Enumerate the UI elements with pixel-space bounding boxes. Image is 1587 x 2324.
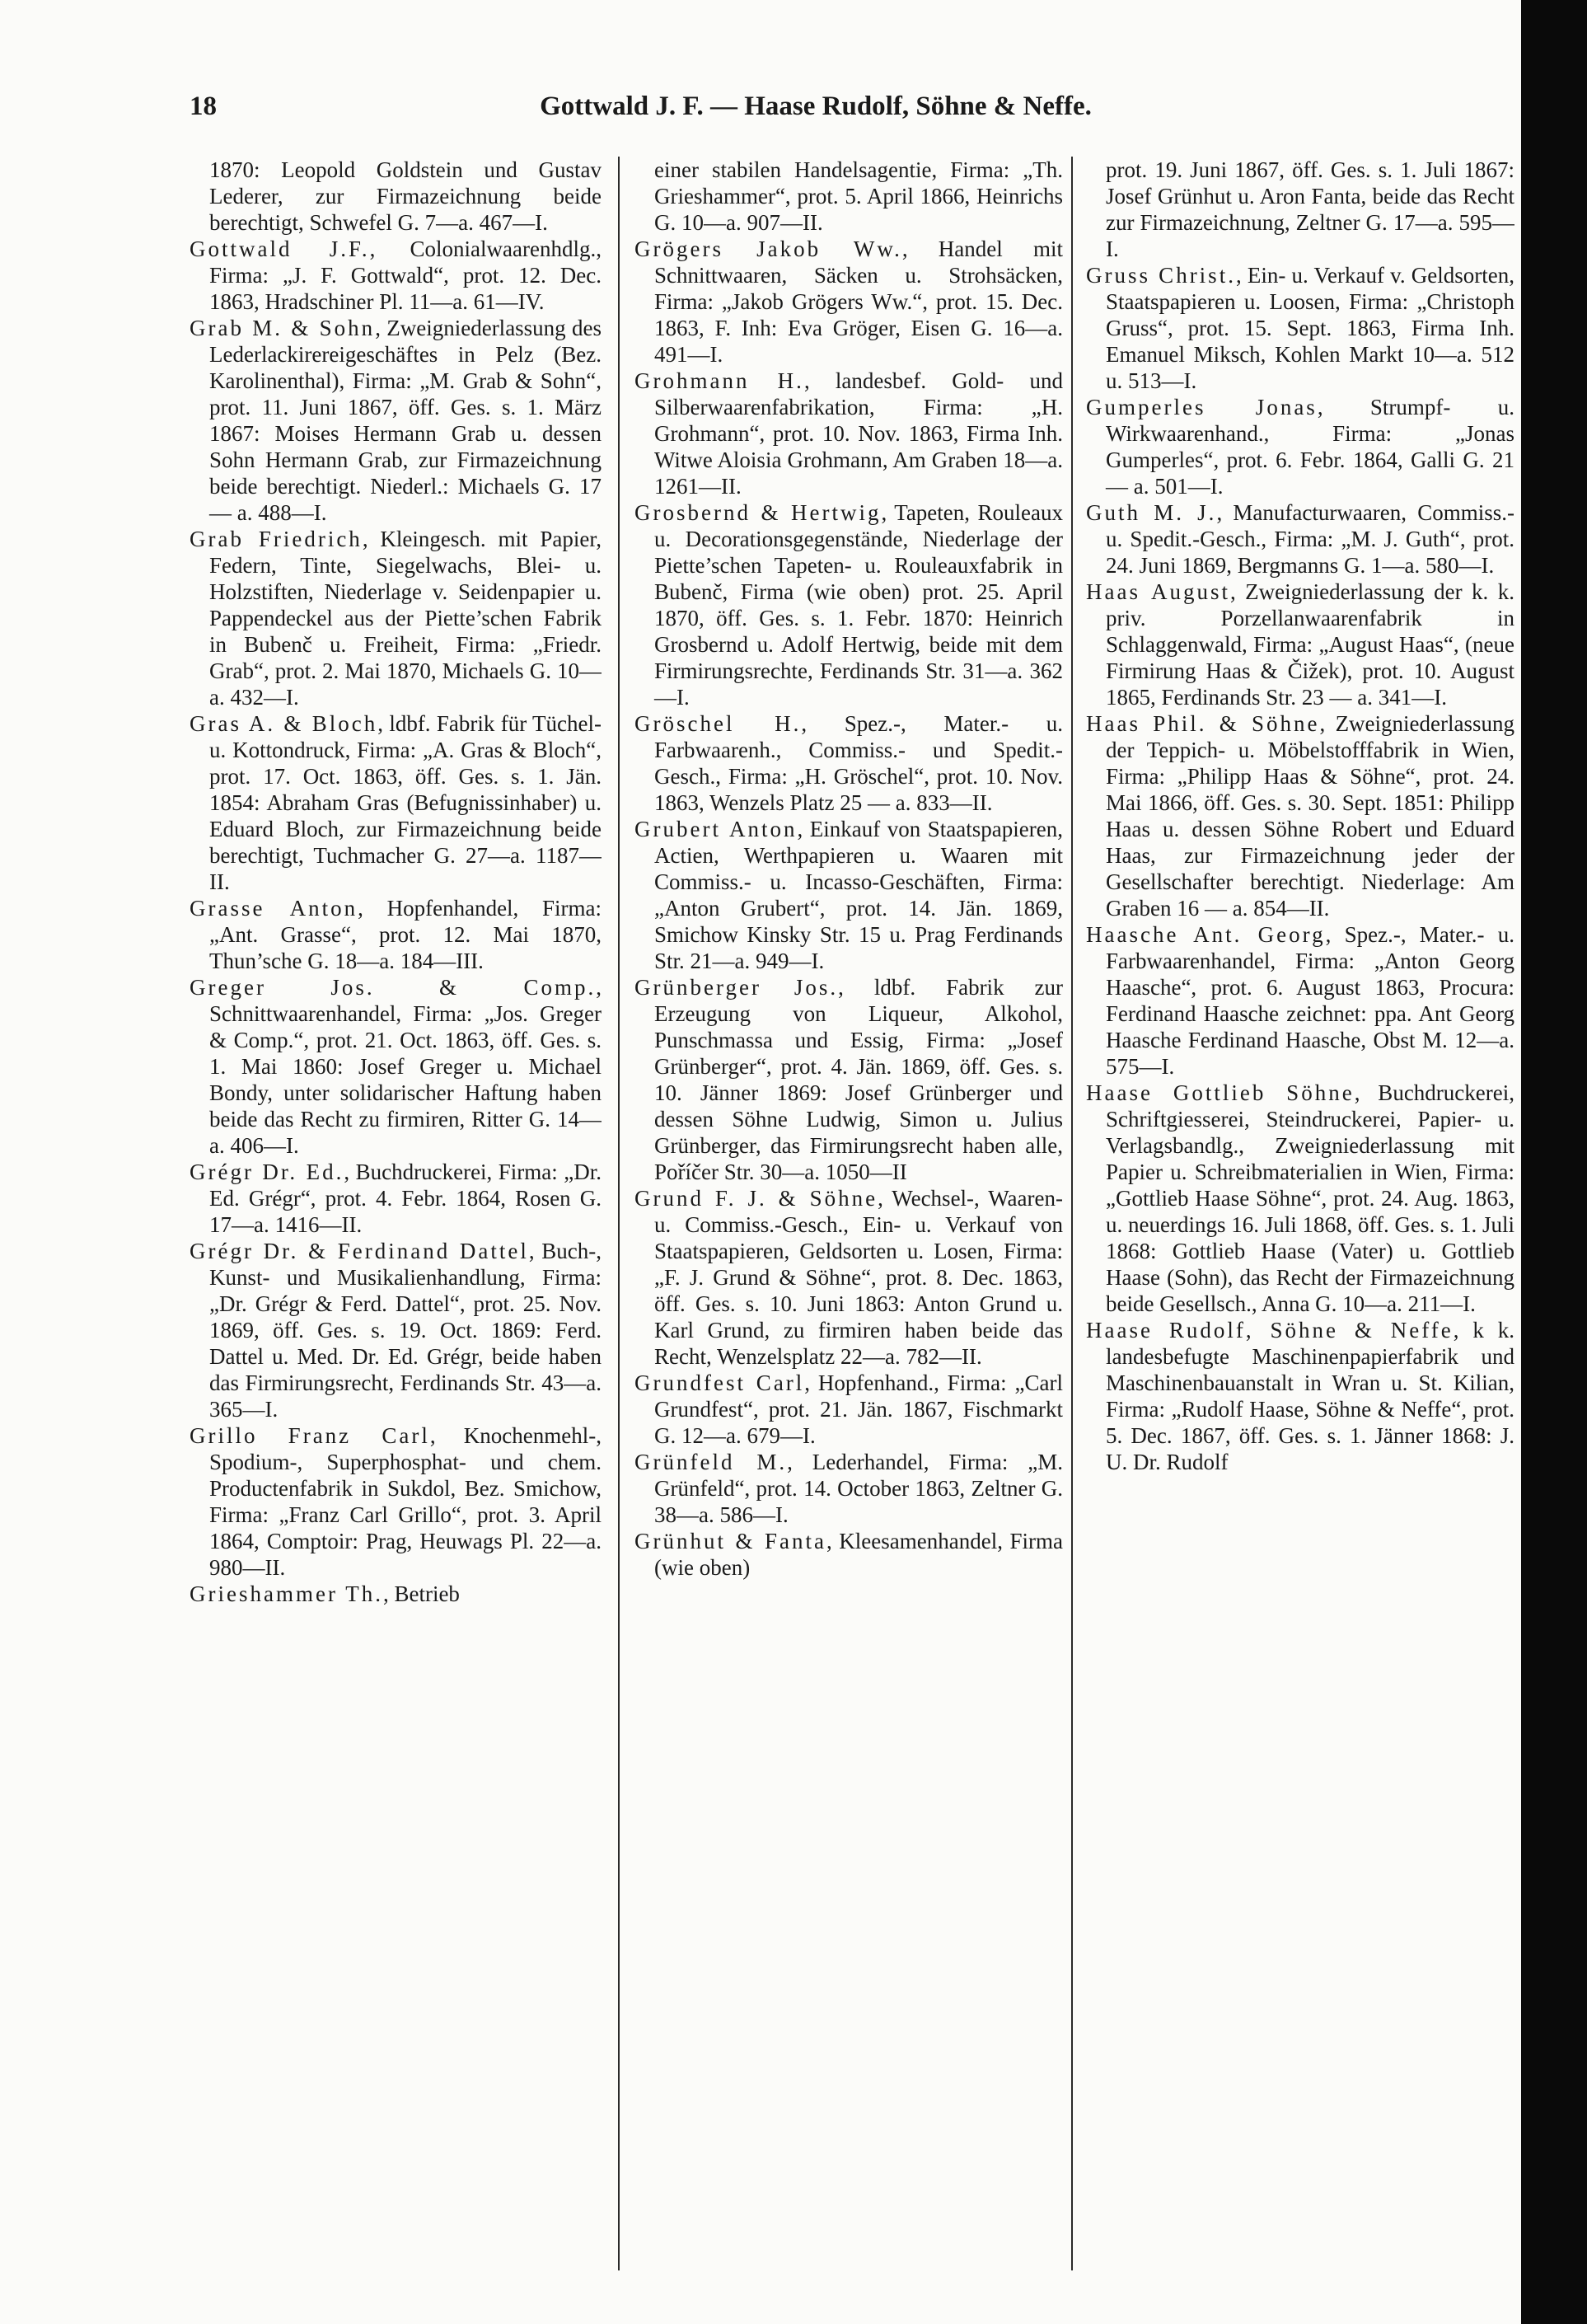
entry-name: Greger Jos. & Comp. [190, 975, 597, 1000]
directory-entry [1086, 499, 1514, 579]
entry-name: Grünfeld M. [634, 1450, 788, 1474]
entry-name: Grosbernd & Hertwig [634, 500, 882, 525]
directory-entry [634, 974, 1063, 1185]
directory-entry [190, 315, 602, 526]
entry-name: Haas August [1086, 579, 1230, 604]
entry-text: , Tapeten, Rouleaux u. Decorationsgegenstände, Niederlage der Piette’schen Tapeten- u. Rouleauxfabrik in Bubenč, Firma (wie oben) prot. 25. April 1870, öff. Ges. s. 1. Febr. 1870: Heinrich Grosbernd u. Adolf Hertwig, beide mit dem Firmirungsrechte, Ferdinands Str. 31—a. 362—I. [654, 500, 1063, 710]
entry-name: Grégr Dr. & Ferdinand Dattel [190, 1239, 529, 1263]
entry-text: , Zweigniederlassung des Lederlackirereigeschäftes in Pelz (Bez. Karolinenthal), Firma: „M. Grab & Sohn“, prot. 11. Juni 1867, öff. Ges. s. 1. März 1867: Moises Hermann Grab u. dessen Sohn Hermann Grab, zur Firmazeichnung beide berechtigt. Niederl.: Michaels G. 17 — a. 488—I. [209, 316, 602, 525]
entry-text: , ldbf. Fabrik für Tüchel- u. Kottondruck, Firma: „A. Gras & Bloch“, prot. 17. Oct. 1863, öff. Ges. s. 1. Jän. 1854: Abraham Gras (Befugnissinhaber) u. Eduard Bloch, zur Firmazeichnung beide berechtigt, Tuchmacher G. 27—a. 1187—II. [209, 711, 602, 894]
directory-entry [190, 710, 602, 895]
column-right [1086, 157, 1514, 2299]
entry-text: , Handel mit Schnittwaaren, Säcken u. Strohsäcken, Firma: „Jakob Grögers Ww.“, prot. 15. Dec. 1863, F. Inh: Eva Gröger, Eisen G. 16—a. 491—I. [654, 237, 1063, 367]
column-middle [634, 157, 1063, 2299]
entry-text: , Kleingesch. mit Papier, Federn, Tinte, Siegelwachs, Blei- u. Holzstiften, Niederlage v. Seidenpapier u. Pappendeckel aus der Piette’schen Fabrik in Bubenč u. Freiheit, Firma: „Friedr. Grab“, prot. 2. Mai 1870, Michaels G. 10—a. 432—I. [209, 527, 602, 710]
entry-text: , Strumpf- u. Wirkwaarenhand., Firma: „Jonas Gumperles“, prot. 6. Febr. 1864, Galli G. 21 — a. 501—I. [1106, 395, 1514, 499]
directory-entry [1086, 394, 1514, 499]
directory-entry [190, 526, 602, 710]
directory-entry [190, 1581, 602, 1607]
entry-text: , Buchdruckerei, Firma: „Dr. Ed. Grégr“, prot. 4. Febr. 1864, Rosen G. 17—a. 1416—II. [209, 1160, 602, 1237]
entry-name: Gruss Christ. [1086, 263, 1236, 288]
directory-entry [1086, 710, 1514, 921]
directory-entry [190, 1422, 602, 1581]
directory-entry [634, 1528, 1063, 1581]
directory-entry [1086, 157, 1514, 262]
directory-entry [190, 1159, 602, 1238]
entry-name: Haase Rudolf, Söhne & Neffe [1086, 1318, 1454, 1342]
entry-text: , Zweigniederlassung der k. k. priv. Porzellanwaarenfabrik in Schlaggenwald, Firma: „August Haas“, (neue Firmirung Haas & Čižek), prot. 10. August 1865, Ferdinands Str. 23 — a. 341—I. [1106, 579, 1514, 710]
entry-text: einer stabilen Handelsagentie, Firma: „Th. Grieshammer“, prot. 5. April 1866, Heinrichs G. 10—a. 907—II. [654, 157, 1063, 235]
directory-entry [190, 974, 602, 1159]
entry-text: 1870: Leopold Goldstein und Gustav Lederer, zur Firmazeichnung beide berechtigt, Schwefel G. 7—a. 467—I. [209, 157, 602, 235]
page-number: 18 [190, 91, 217, 121]
entry-text: , Kleesamenhandel, Firma (wie oben) [654, 1529, 1063, 1580]
entry-name: Gottwald J.F. [190, 237, 370, 261]
directory-entry [1086, 579, 1514, 710]
entry-name: Grab M. & Sohn [190, 316, 376, 340]
entry-text: , Manufacturwaaren, Commiss.- u. Spedit.-Gesch., Firma: „M. J. Guth“, prot. 24. Juni 1869, Bergmanns G. 1—a. 580—I. [1106, 500, 1514, 578]
directory-entry [634, 236, 1063, 368]
directory-entry [634, 710, 1063, 816]
entry-name: Grab Friedrich [190, 527, 363, 551]
directory-entry [634, 368, 1063, 499]
entry-name: Haasche Ant. Georg [1086, 922, 1326, 947]
entry-name: Grieshammer Th. [190, 1581, 383, 1606]
entry-text: , landesbef. Gold- und Silberwaarenfabrikation, Firma: „H. Grohmann“, prot. 10. Nov. 1863, Firma Inh. Witwe Aloisia Grohmann, Am Graben 18—a. 1261—II. [654, 368, 1063, 499]
column-divider [1071, 157, 1073, 2270]
entry-text: , Buch-, Kunst- und Musikalienhandlung, Firma: „Dr. Grégr & Ferd. Dattel“, prot. 25. Nov. 1869, öff. Ges. s. 19. Oct. 1869: Ferd. Dattel u. Med. Dr. Ed. Grégr, beide haben das Firmirungsrecht, Ferdinands Str. 43—a. 365—I. [209, 1239, 602, 1422]
directory-entry [1086, 1317, 1514, 1475]
entry-name: Haas Phil. & Söhne [1086, 711, 1320, 736]
entry-name: Haase Gottlieb Söhne [1086, 1080, 1355, 1105]
directory-entry [190, 236, 602, 315]
directory-entry [634, 1370, 1063, 1449]
directory-entry [634, 1449, 1063, 1528]
entry-name: Gras A. & Bloch [190, 711, 378, 736]
entry-name: Grubert Anton [634, 817, 798, 841]
directory-entry [634, 157, 1063, 236]
entry-text: , ldbf. Fabrik zur Erzeugung von Liqueur, Alkohol, Punschmassa und Essig, Firma: „Josef Grünberger“, prot. 4. Jän. 1869, öff. Ges. s. 10. Jänner 1869: Josef Grünberger und dessen Söhne Ludwig, Simon u. Julius Grünberger, das Firmirungsrecht haben alle, Poříčer Str. 30—a. 1050—II [654, 975, 1063, 1184]
entry-text: , Hopfenhand., Firma: „Carl Grundfest“, prot. 21. Jän. 1867, Fischmarkt G. 12—a. 679—I. [654, 1371, 1063, 1448]
entry-text: , Schnittwaarenhandel, Firma: „Jos. Greger & Comp.“, prot. 21. Oct. 1863, öff. Ges. s. 1. Mai 1860: Josef Greger u. Michael Bondy, unter solidarischer Haftung haben beide das Recht zu firmiren, Ritter G. 14—a. 406—I. [209, 975, 602, 1158]
entry-name: Grasse Anton [190, 896, 358, 921]
entry-text: , Knochenmehl-, Spodium-, Superphosphat- und chem. Productenfabrik in Sukdol, Bez. Smichow, Firma: „Franz Carl Grillo“, prot. 3. April 1864, Comptoir: Prag, Heuwags Pl. 22—a. 980—II. [209, 1423, 602, 1580]
entry-text: , Spez.-, Mater.- u. Farbwaarenhandel, Firma: „Anton Georg Haasche“, prot. 6. August 1863, Procura: Ferdinand Haasche zeichnet: ppa. Ant Georg Haasche Ferdinand Haasche, Obst M. 12—a. 575—I. [1106, 922, 1514, 1079]
entry-name: Grünberger Jos. [634, 975, 839, 1000]
directory-entry [634, 816, 1063, 974]
page-header [190, 86, 1442, 127]
entry-text: prot. 19. Juni 1867, öff. Ges. s. 1. Juli 1867: Josef Grünhut u. Aron Fanta, beide das Recht zur Firmazeichnung, Zeltner G. 17—a. 595—I. [1106, 157, 1514, 261]
entry-text: , Hopfenhandel, Firma: „Ant. Grasse“, prot. 12. Mai 1870, Thun’sche G. 18—a. 184—III. [209, 896, 602, 973]
entry-text: , Wechsel-, Waaren- u. Commiss.-Gesch., Ein- u. Verkauf von Staatspapieren, Geldsorten u. Losen, Firma: „F. J. Grund & Söhne“, prot. 8. Dec. 1863, öff. Ges. s. 10. Juni 1863: Anton Grund u. Karl Grund, zu firmiren haben beide das Recht, Wenzelsplatz 22—a. 782—II. [654, 1186, 1063, 1369]
entry-text: , Ein- u. Verkauf v. Geldsorten, Staatspapieren u. Loosen, Firma: „Christoph Gruss“, prot. 15. Sept. 1863, Firma Inh. Emanuel Miksch, Kohlen Markt 10—a. 512 u. 513—I. [1106, 263, 1514, 393]
entry-name: Guth M. J. [1086, 500, 1217, 525]
entry-name: Gumperles Jonas [1086, 395, 1318, 419]
entry-name: Grillo Franz Carl [190, 1423, 430, 1448]
entry-name: Grögers Jakob Ww. [634, 237, 902, 261]
entry-name: Grégr Dr. Ed. [190, 1160, 344, 1184]
entry-text: , Spez.-, Mater.- u. Farbwaarenh., Commiss.- und Spedit.-Gesch., Firma: „H. Gröschel“, prot. 10. Nov. 1863, Wenzels Platz 25 — a. 833—II. [654, 711, 1063, 815]
entry-name: Grundfest Carl [634, 1371, 805, 1395]
entry-text: , k k. landesbefugte Maschinenpapierfabrik und Maschinenbauanstalt in Wran u. St. Kilian, Firma: „Rudolf Haase, Söhne & Neffe“, prot. 5. Dec. 1867, öff. Ges. s. 1. Jänner 1868: J. U. Dr. Rudolf [1106, 1318, 1514, 1474]
entry-name: Grünhut & Fanta [634, 1529, 827, 1553]
entry-text: , Betrieb [382, 1581, 460, 1606]
directory-entry [1086, 1080, 1514, 1317]
entry-text: , Buchdruckerei, Schriftgiesserei, Steindruckerei, Papier- u. Verlagsbandlg., Zweigniederlassung mit Papier u. Schreibmaterialien in Wien, Firma: „Gottlieb Haase Söhne“, prot. 24. Aug. 1863, u. neuerdings 16. Juli 1868, öff. Ges. s. 1. Juli 1868: Gottlieb Haase (Vater) u. Gottlieb Haase (Sohn), das Recht der Firmazeichnung beide Gesellsch., Anna G. 10—a. 211—I. [1106, 1080, 1514, 1316]
directory-entry [1086, 921, 1514, 1080]
entry-text: , Lederhandel, Firma: „M. Grünfeld“, prot. 14. October 1863, Zeltner G. 38—a. 586—I. [654, 1450, 1063, 1527]
column-left [190, 157, 602, 2299]
column-divider [618, 157, 620, 2270]
directory-entry [1086, 262, 1514, 394]
directory-entry [190, 1238, 602, 1422]
directory-entry [190, 157, 602, 236]
directory-entry [190, 895, 602, 974]
entry-text: , Einkauf von Staatspapieren, Actien, Werthpapieren u. Waaren mit Commiss.- u. Incasso-Geschäften, Firma: „Anton Grubert“, prot. 14. Jän. 1869, Smichow Kinsky Str. 15 u. Prag Ferdinands Str. 21—a. 949—I. [654, 817, 1063, 973]
entry-name: Grund F. J. & Söhne [634, 1186, 878, 1211]
entry-text: , Zweigniederlassung der Teppich- u. Möbelstofffabrik in Wien, Firma: „Philipp Haas & Söhne“, prot. 24. Mai 1866, öff. Ges. s. 30. Sept. 1851: Philipp Haas u. dessen Söhne Robert und Eduard Haas, zur Firmazeichnung jeder der Gesellschafter berechtigt. Niederlage: Am Graben 16 — a. 854—II. [1106, 711, 1514, 921]
entry-name: Grohmann H. [634, 368, 804, 393]
directory-entry [634, 1185, 1063, 1370]
entry-text: , Colonialwaarenhdlg., Firma: „J. F. Gottwald“, prot. 12. Dec. 1863, Hradschiner Pl. 11—a. 61—IV. [209, 237, 602, 314]
directory-entry [634, 499, 1063, 710]
page-title: Gottwald J. F. — Haase Rudolf, Söhne & Neffe. [540, 91, 1092, 121]
entry-name: Gröschel H. [634, 711, 802, 736]
